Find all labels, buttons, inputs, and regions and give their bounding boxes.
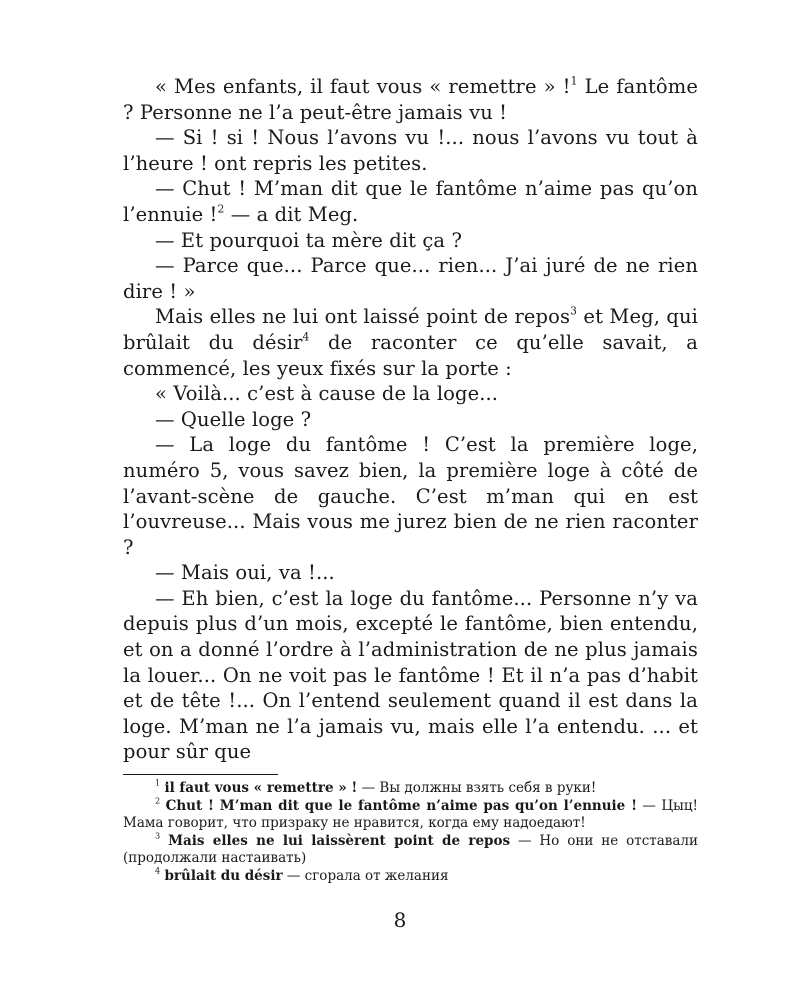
- paragraph-9: — La loge du fantôme ! C’est la première loge, numéro 5, vous savez bien, la première loge à côté de l’avant-scène de gauche. C’est m’man qui en est l’ouvreuse... Mais vous me jurez bien de ne rien raconter ?: [123, 433, 698, 559]
- paragraph-1: « Mes enfants, il faut vous « remettre » !$^1$ Le fantôme ? Personne ne l’a peut-être jamais vu !: [123, 74, 698, 124]
- main-text: [123, 74, 698, 765]
- footnote-ref-2: 2: [217, 202, 225, 216]
- footnote-1: $^1$ il faut vous « remettre » ! — Вы должны взять себя в руки!: [155, 777, 597, 796]
- paragraph-7: « Voilà... c’est à cause de la loge...: [155, 382, 499, 406]
- footnote-ref-3: 3: [570, 304, 578, 318]
- paragraph-8: — Quelle loge ?: [155, 407, 312, 431]
- paragraph-4: — Et pourquoi ta mère dit ça ?: [155, 228, 462, 252]
- paragraph-6: Mais elles ne lui ont laissé point de repos$^3$ et Meg, qui brûlait du désir$^4$ de raconter ce qu’elle savait, a commencé, les yeux fixés sur la porte :: [123, 304, 698, 380]
- footnote-ref-1: 1: [570, 74, 578, 88]
- paragraph-3: — Chut ! M’man dit que le fantôme n’aime pas qu’on l’ennuie !$^2$ — a dit Meg.: [123, 177, 698, 226]
- footnotes: [123, 777, 698, 885]
- paragraph-2: — Si ! si ! Nous l’avons vu !... nous l’avons vu tout à l’heure ! ont repris les petites.: [123, 126, 698, 175]
- page-number: 8: [393, 908, 407, 932]
- footnote-4: $^4$ brûlait du désir — сгорала от желания: [155, 865, 449, 884]
- paragraph-10: — Mais oui, va !...: [155, 561, 335, 585]
- footnote-ref-4: 4: [302, 330, 310, 344]
- footnote-2: $^2$ Chut ! M’man dit que le fantôme n’aime pas qu’on l’ennuie ! — Цыц! Мама говорит, что призраку не нравится, когда ему надоедают!: [123, 795, 698, 831]
- paragraph-11: — Eh bien, c’est la loge du fantôme... Personne n’y va depuis plus d’un mois, excepté le fantôme, bien entendu, et on a donné l’ordre à l’administration de ne plus jamais la louer... On ne voit pas le fantôme ! Et il n’a pas d’habit et de tête !... On l’entend seulement quand il est dans la loge. M’man ne l’a jamais vu, mais elle l’a entendu. ... et pour sûr que: [123, 586, 698, 764]
- footnote-3: $^3$ Mais elles ne lui laissèrent point de repos — Но они не отставали (продолжали настаивать): [123, 830, 698, 866]
- paragraph-5: — Parce que... Parce que... rien... J’ai juré de ne rien dire ! »: [123, 254, 698, 303]
- footnote-divider: [123, 774, 278, 775]
